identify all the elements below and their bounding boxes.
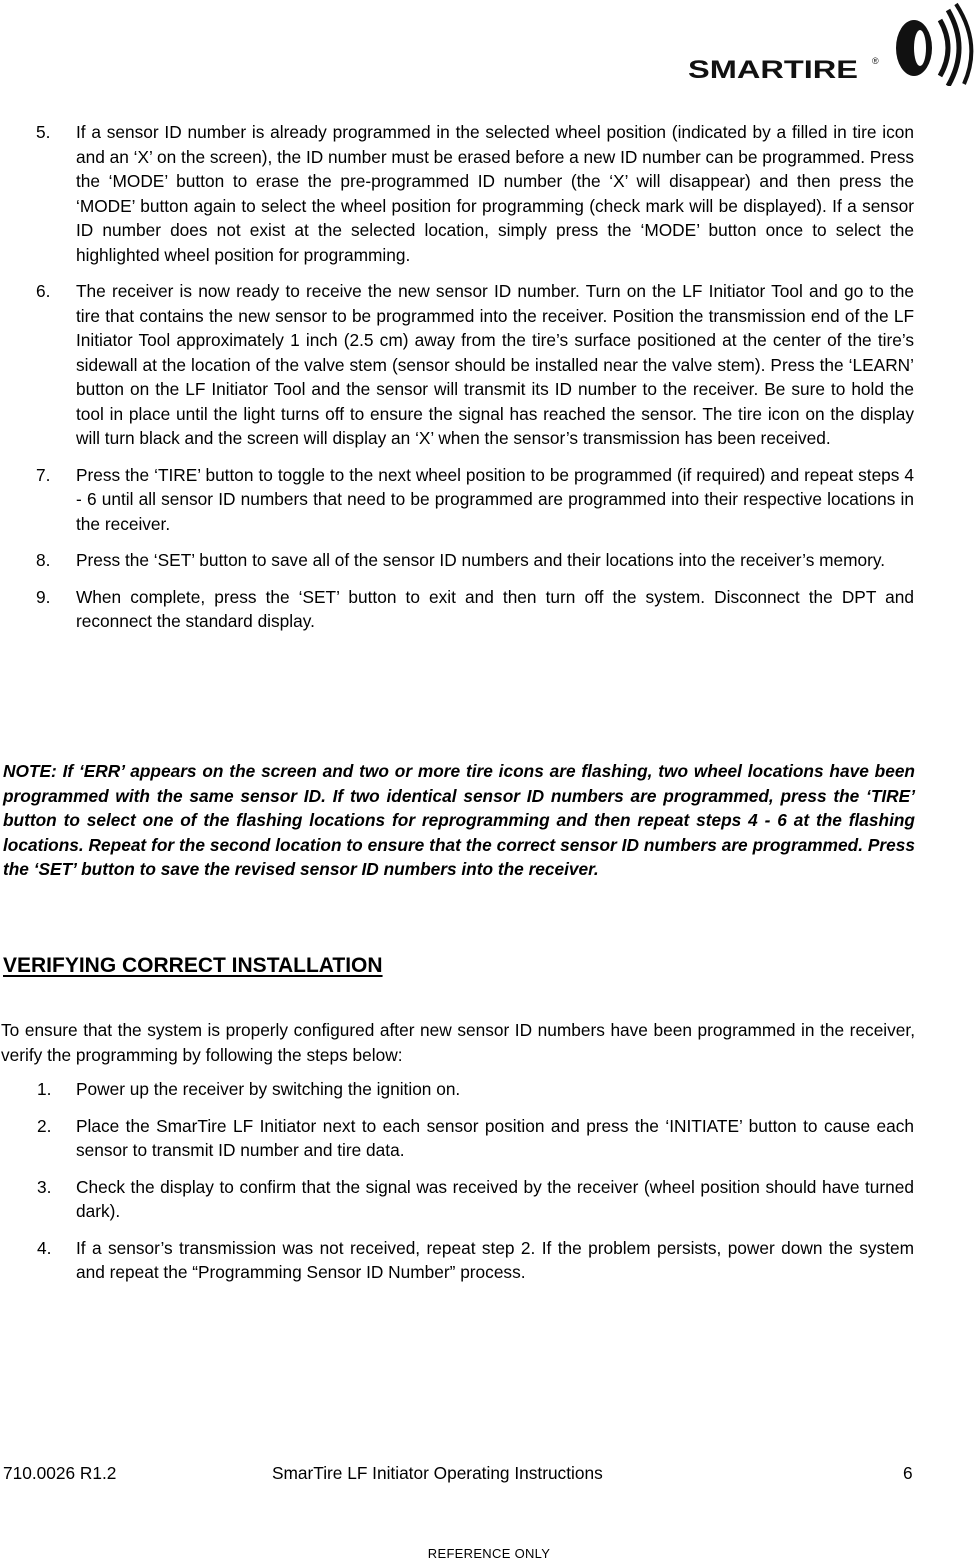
- smartire-logo: [684, 0, 978, 86]
- section-intro: To ensure that the system is properly configured after new sensor ID numbers have been programmed in the receiver, verify the programming by following the steps below:: [1, 1020, 915, 1065]
- step-text: The receiver is now ready to receive the new sensor ID number. Turn on the LF Initiator Tool and go to the tire that contains the new sensor to be programmed into the receiver. Position the transmission end of the LF Initiator Tool approximately 1 inch (2.5 cm) away from the tire’s surface positioned at the center of the tire’s sidewall at the location of the valve stem (sensor should be installed near the valve stem). Press the ‘LEARN’ button on the LF Initiator Tool and the sensor will transmit its ID number to the receiver. Be sure to hold the tool in place until the light turns off to ensure the signal has reached the sensor. The tire icon on the display will turn black and the screen will display an ‘X’ when the sensor’s transmission has been received.: [76, 281, 914, 448]
- list-item: [0, 1236, 914, 1285]
- step-number: 9.: [36, 586, 51, 607]
- reference-only-label: REFERENCE ONLY: [427, 1546, 551, 1561]
- step-text: If a sensor’s transmission was not received, repeat step 2. If the problem persists, power down the system and repeat the “Programming Sensor ID Number” process.: [76, 1237, 914, 1282]
- step-text: When complete, press the ‘SET’ button to exit and then turn off the system. Disconnect the DPT and reconnect the standard display.: [76, 586, 914, 631]
- wave-arc-1: [940, 20, 948, 76]
- step-text: If a sensor ID number is already programmed in the selected wheel position (indicated by a filled in tire icon and an ‘X’ on the screen), the ID number must be erased before a new ID number can be programmed. Press the ‘MODE’ button to erase the pre-programmed ID number (the ‘X’ will disappear) and then press the ‘MODE’ button again to select the wheel position for programming (check mark will be displayed). If a sensor ID number does not exist at the selected location, simply press the ‘MODE’ button once to select the highlighted wheel position for programming.: [76, 122, 914, 265]
- step-number: 8.: [36, 550, 51, 570]
- registered-mark: ®: [872, 56, 879, 66]
- step-number: 3.: [37, 1176, 52, 1197]
- step-text: Check the display to confirm that the signal was received by the receiver (wheel position should have turned dark).: [76, 1176, 914, 1221]
- tire-wave-icon: [896, 20, 932, 76]
- document-title: SmarTire LF Initiator Operating Instructions: [272, 1463, 603, 1483]
- section-heading: VERIFYING CORRECT INSTALLATION: [3, 954, 383, 977]
- logo-wordmark: SMARTIRE: [688, 56, 858, 84]
- step-number: 1.: [37, 1079, 52, 1099]
- step-text: Place the SmarTire LF Initiator next to each sensor position and press the ‘INITIATE’ button to cause each sensor to transmit ID number and tire data.: [76, 1115, 914, 1160]
- step-number: 5.: [36, 122, 51, 142]
- list-item: [0, 1114, 914, 1163]
- step-number: 2.: [37, 1115, 52, 1136]
- list-item: [0, 585, 914, 634]
- steps-list-programming: [0, 120, 978, 646]
- step-number: 7.: [36, 464, 51, 485]
- step-number: 4.: [37, 1237, 52, 1258]
- step-text: Power up the receiver by switching the ignition on.: [76, 1079, 461, 1099]
- list-item: [0, 1175, 914, 1224]
- steps-list-verification: [0, 1077, 978, 1297]
- list-item: [0, 463, 914, 537]
- list-item: [0, 1077, 914, 1102]
- step-number: 6.: [36, 281, 51, 301]
- document-id: 710.0026 R1.2: [3, 1463, 117, 1483]
- list-item: [0, 548, 914, 573]
- list-item: [0, 120, 914, 267]
- step-text: Press the ‘TIRE’ button to toggle to the next wheel position to be programmed (if required) and repeat steps 4 - 6 until all sensor ID numbers that need to be programmed are programmed into their respective locations in the receiver.: [76, 464, 914, 534]
- step-text: Press the ‘SET’ button to save all of the sensor ID numbers and their locations into the receiver’s memory.: [76, 550, 886, 570]
- note-paragraph: NOTE: If ‘ERR’ appears on the screen and two or more tire icons are flashing, two wheel locations have been programmed with the same sensor ID. If two identical sensor ID numbers are programmed, press the ‘TIRE’ button to select one of the flashing locations for reprogramming and then repeat steps 4 - 6 at the flashing locations. Repeat for the second location to ensure that the correct sensor ID numbers are programmed. Press the ‘SET’ button to save the revised sensor ID numbers into the receiver.: [3, 761, 915, 880]
- list-item: [0, 279, 914, 451]
- page-number: 6: [903, 1463, 913, 1483]
